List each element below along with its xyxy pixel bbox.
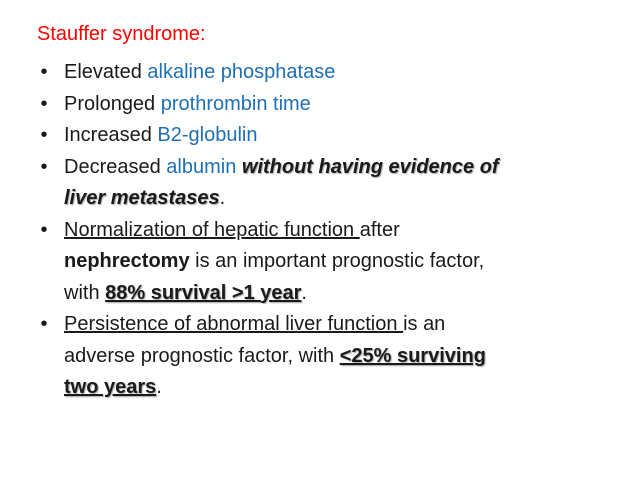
bullet-icon: • [40, 155, 48, 178]
bullet-icon: • [40, 313, 48, 335]
bullet-icon: • [40, 92, 48, 115]
bullet-stat: 88% survival >1 year [105, 281, 302, 304]
bullet-text: adverse prognostic factor, with [64, 344, 340, 367]
bullet-tail: . [301, 281, 307, 304]
bullet-tail: . [219, 187, 226, 209]
bullet-text: is an important prognostic factor, [189, 250, 485, 272]
bullet-term: prothrombin time [160, 92, 311, 115]
bullet-line-2 [64, 183, 597, 215]
bullet-lead: Prolonged [64, 92, 161, 115]
bullet-line-1 [64, 309, 597, 341]
bullet-text: with [64, 281, 106, 304]
slide-title: Stauffer syndrome: [37, 23, 206, 45]
bullet-lead: Increased [64, 124, 158, 146]
bullet-icon: • [40, 124, 48, 146]
bullet-underlined: Normalization of hepatic function [64, 218, 360, 241]
bullet-line-1 [64, 152, 597, 184]
bullet-emphasis: liver metastases [64, 187, 220, 209]
bullet-lead: Elevated [64, 61, 148, 83]
bullet-underlined: Persistence of abnormal liver function [64, 313, 404, 335]
bullet-term: albumin [166, 155, 237, 178]
bullet-item-normalization [37, 215, 597, 310]
bullet-term: alkaline phosphatase [147, 61, 336, 83]
bullet-list [37, 57, 597, 404]
bullet-tail: . [156, 376, 162, 398]
bullet-term: B2-globulin [157, 124, 258, 146]
bullet-emphasis: without having evidence of [236, 155, 499, 178]
bullet-bold: nephrectomy [64, 250, 190, 272]
bullet-item-albumin [37, 152, 597, 215]
bullet-icon: • [40, 218, 48, 241]
bullet-item-persistence [37, 309, 597, 404]
bullet-line-1 [64, 215, 597, 247]
bullet-icon: • [40, 61, 48, 83]
bullet-line-2 [64, 246, 597, 278]
bullet-stat: two years [64, 376, 157, 398]
bullet-stat: <25% surviving [339, 344, 486, 367]
bullet-lead: Decreased [64, 155, 167, 178]
bullet-line-3 [64, 372, 597, 404]
bullet-item-alkaline-phosphatase [37, 57, 597, 89]
bullet-text: after [359, 218, 400, 241]
bullet-line-3 [64, 278, 597, 310]
bullet-item-b2-globulin [37, 120, 597, 152]
bullet-item-prothrombin-time [37, 89, 597, 121]
bullet-text: is an [403, 313, 446, 335]
bullet-line-2 [64, 341, 597, 373]
